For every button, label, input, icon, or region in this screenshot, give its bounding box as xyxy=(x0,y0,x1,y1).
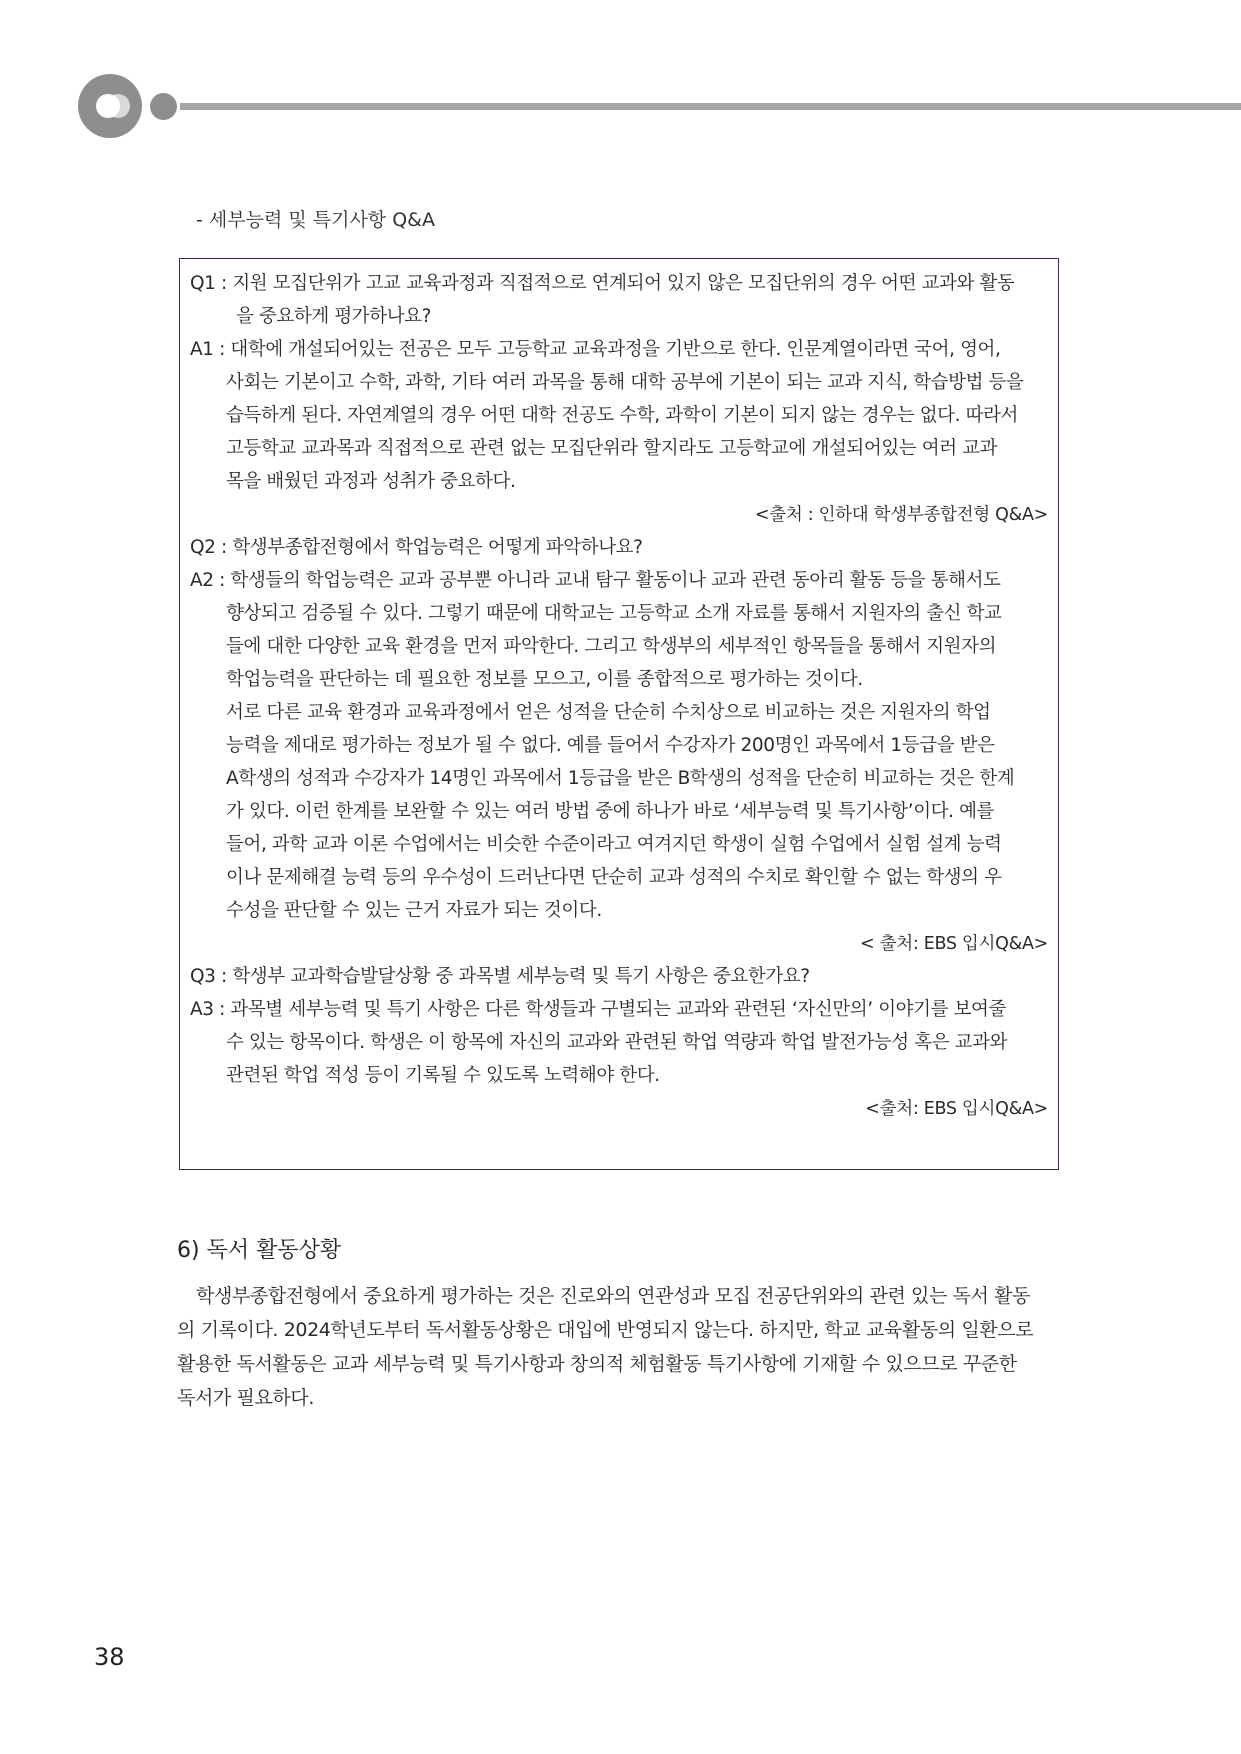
qa-box xyxy=(179,258,1059,1170)
answer-line: 습득하게 된다. 자연계열의 경우 어떤 대학 전공도 수학, 과학이 기본이 되지 않는 경우는 없다. 따라서 xyxy=(226,405,1019,426)
question-line: 을 중요하게 평가하나요? xyxy=(236,306,432,327)
decorative-circle-inner-left xyxy=(96,94,120,118)
source-citation: < 출처: EBS 입시Q&A> xyxy=(860,934,1048,954)
section-title: 6) 독서 활동상황 xyxy=(177,1238,342,1263)
answer-line: A2 : 학생들의 학업능력은 교과 공부뿐 아니라 교내 탐구 활동이나 교과 관련 동아리 활동 등을 통해서도 xyxy=(190,570,1001,591)
answer-line: A3 : 과목별 세부능력 및 특기 사항은 다른 학생들과 구별되는 교과와 관련된 ‘자신만의’ 이야기를 보여줄 xyxy=(190,999,1006,1020)
page-number: 38 xyxy=(94,1643,125,1671)
answer-line: 능력을 제대로 평가하는 정보가 될 수 없다. 예를 들어서 수강자가 200명인 과목에서 1등급을 받은 xyxy=(226,735,995,756)
paragraph-line: 의 기록이다. 2024학년도부터 독서활동상황은 대입에 반영되지 않는다. 하지만, 학교 교육활동의 일환으로 xyxy=(177,1319,1034,1341)
paragraph-line: 활용한 독서활동은 교과 세부능력 및 특기사항과 창의적 체험활동 특기사항에 기재할 수 있으므로 꾸준한 xyxy=(177,1353,1017,1375)
answer-line: 고등학교 교과목과 직접적으로 관련 없는 모집단위라 할지라도 고등학교에 개설되어있는 여러 교과 xyxy=(226,438,998,459)
answer-line: 목을 배웠던 과정과 성취가 중요하다. xyxy=(226,471,516,492)
answer-line: 가 있다. 이런 한계를 보완할 수 있는 여러 방법 중에 하나가 바로 ‘세부능력 및 특기사항’이다. 예를 xyxy=(226,801,995,822)
answer-line: 서로 다른 교육 환경과 교육과정에서 얻은 성적을 단순히 수치상으로 비교하는 것은 지원자의 학업 xyxy=(226,702,991,723)
decorative-dot xyxy=(150,93,177,120)
question-line: Q2 : 학생부종합전형에서 학업능력은 어떻게 파악하나요? xyxy=(190,537,643,558)
paragraph-line: 학생부종합전형에서 중요하게 평가하는 것은 진로와의 연관성과 모집 전공단위와의 관련 있는 독서 활동 xyxy=(196,1285,1031,1307)
question-line: Q3 : 학생부 교과학습발달상황 중 과목별 세부능력 및 특기 사항은 중요한가요? xyxy=(190,966,810,987)
answer-line: 들어, 과학 교과 이론 수업에서는 비슷한 수준이라고 여겨지던 학생이 실험 수업에서 실험 설계 능력 xyxy=(226,834,1002,855)
answer-line: 수성을 판단할 수 있는 근거 자료가 되는 것이다. xyxy=(226,900,602,921)
answer-line: 이나 문제해결 능력 등의 우수성이 드러난다면 단순히 교과 성적의 수치로 확인할 수 없는 학생의 우 xyxy=(226,867,1002,888)
qa-subheading: - 세부능력 및 특기사항 Q&A xyxy=(196,209,435,231)
source-citation: <출처: EBS 입시Q&A> xyxy=(865,1099,1048,1119)
answer-line: 관련된 학업 적성 등이 기록될 수 있도록 노력해야 한다. xyxy=(226,1065,660,1086)
answer-line: A학생의 성적과 수강자가 14명인 과목에서 1등급을 받은 B학생의 성적을 단순히 비교하는 것은 한계 xyxy=(226,768,1015,789)
answer-line: 사회는 기본이고 수학, 과학, 기타 여러 과목을 통해 대학 공부에 기본이 되는 교과 지식, 학습방법 등을 xyxy=(226,372,1024,393)
answer-line: 들에 대한 다양한 교육 환경을 먼저 파악한다. 그리고 학생부의 세부적인 항목들을 통해서 지원자의 xyxy=(226,636,997,657)
answer-line: 학업능력을 판단하는 데 필요한 정보를 모으고, 이를 종합적으로 평가하는 것이다. xyxy=(226,669,863,690)
answer-line: 수 있는 항목이다. 학생은 이 항목에 자신의 교과와 관련된 학업 역량과 학업 발전가능성 혹은 교과와 xyxy=(226,1032,1008,1053)
answer-line: A1 : 대학에 개설되어있는 전공은 모두 고등학교 교육과정을 기반으로 한다. 인문계열이라면 국어, 영어, xyxy=(190,339,1001,360)
answer-line: 향상되고 검증될 수 있다. 그렇기 때문에 대학교는 고등학교 소개 자료를 통해서 지원자의 출신 학교 xyxy=(226,603,1002,624)
paragraph-line: 독서가 필요하다. xyxy=(177,1387,314,1409)
source-citation: <출처 : 인하대 학생부종합전형 Q&A> xyxy=(754,505,1048,525)
header-rule xyxy=(180,103,1241,110)
question-line: Q1 : 지원 모집단위가 고교 교육과정과 직접적으로 연계되어 있지 않은 모집단위의 경우 어떤 교과와 활동 xyxy=(190,273,1015,294)
